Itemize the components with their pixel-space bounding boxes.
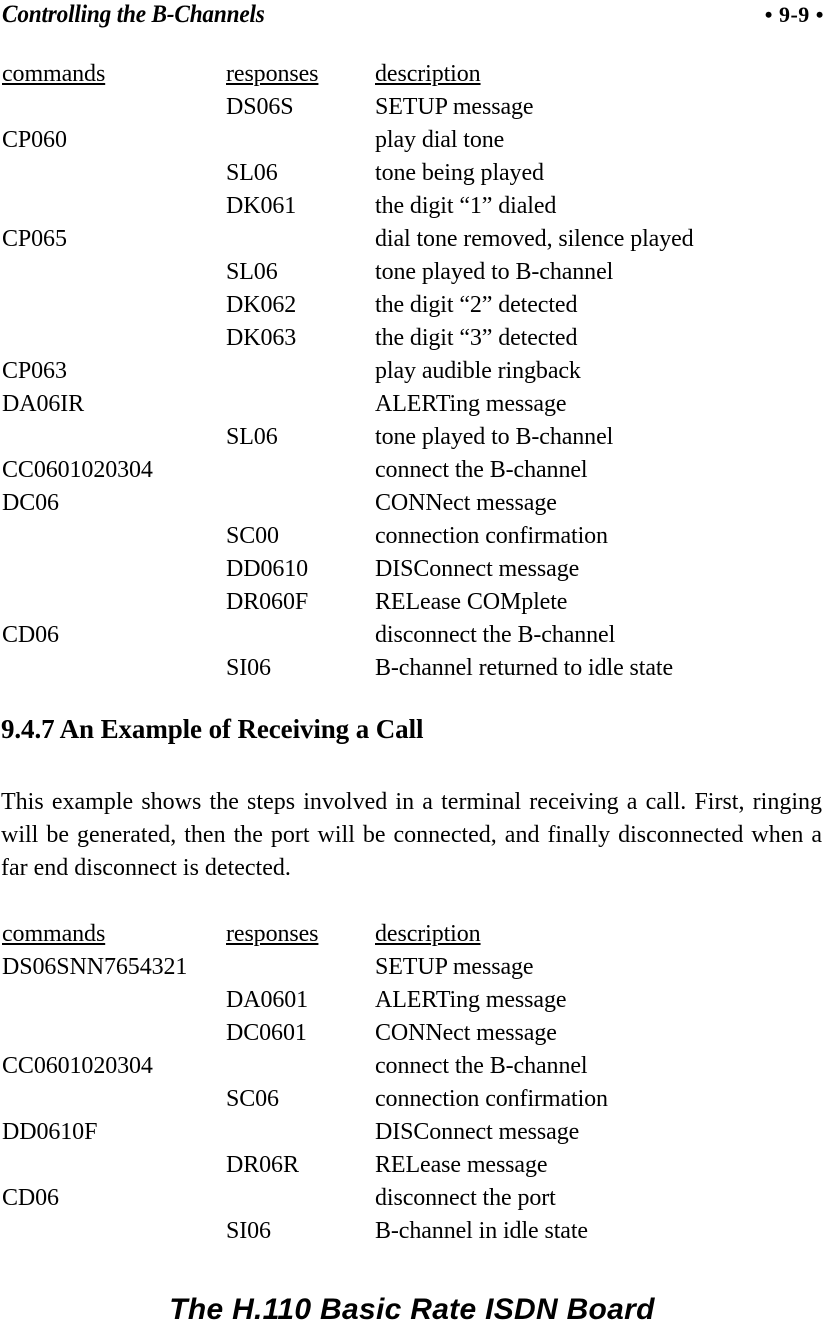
table1-column-header-responses: responses — [226, 61, 319, 87]
table1-cell-description: B-channel returned to idle state — [375, 655, 674, 681]
table2-cell-responses: DC0601 — [226, 1020, 307, 1046]
table1-cell-responses: SL06 — [226, 259, 278, 285]
table1-cell-responses: SC00 — [226, 523, 279, 549]
table-row — [0, 520, 824, 553]
table1-column-header-description: description — [375, 61, 481, 87]
table-row — [0, 124, 824, 157]
table1-cell-description: ALERTing message — [375, 391, 567, 417]
table1-cell-description: disconnect the B-channel — [375, 622, 616, 648]
table2-cell-description: CONNect message — [375, 1020, 557, 1046]
table1-cell-description: CONNect message — [375, 490, 557, 516]
table1-cell-responses: DD0610 — [226, 556, 309, 582]
table-row — [0, 91, 824, 124]
table2-cell-responses: DA0601 — [226, 987, 309, 1013]
running-header-title: Controlling the B-Channels — [2, 1, 265, 28]
running-header — [0, 0, 824, 44]
table1-column-header-commands: commands — [2, 61, 106, 87]
table1-cell-commands: CD06 — [2, 622, 59, 648]
table-row — [0, 1116, 824, 1149]
table-row — [0, 322, 824, 355]
table-row — [0, 984, 824, 1017]
table-row — [0, 388, 824, 421]
table-row — [0, 157, 824, 190]
table-row — [0, 553, 824, 586]
table2-cell-commands: DS06SNN7654321 — [2, 954, 188, 980]
table2-cell-description: SETUP message — [375, 954, 534, 980]
table1-cell-description: DISConnect message — [375, 556, 580, 582]
table1-cell-responses: SI06 — [226, 655, 271, 681]
table-row — [0, 355, 824, 388]
table2-cell-description: connect the B-channel — [375, 1053, 588, 1079]
table1-cell-description: the digit “3” detected — [375, 325, 578, 351]
section-heading: 9.4.7 An Example of Receiving a Call — [1, 714, 424, 744]
page-number: • 9-9 • — [764, 2, 824, 27]
table1-cell-description: the digit “2” detected — [375, 292, 578, 318]
table1-cell-responses: DR060F — [226, 589, 309, 615]
table2-cell-responses: DR06R — [226, 1152, 299, 1178]
section-paragraph: This example shows the steps involved in a terminal receiving a call. First, ringing will be generated, then the port will be connected, and finally disconnected when a far end disconnect is detected. — [1, 789, 822, 881]
table2-cell-description: ALERTing message — [375, 987, 567, 1013]
table1-cell-commands: CP060 — [2, 127, 67, 153]
table2-cell-description: RELease message — [375, 1152, 548, 1178]
table-row — [0, 487, 824, 520]
table-row — [0, 190, 824, 223]
table1-header-row — [0, 58, 824, 91]
table1-cell-commands: CP063 — [2, 358, 67, 384]
table1-cell-commands: CP065 — [2, 226, 67, 252]
command-table-receiving-a-call — [0, 918, 824, 1248]
table-row — [0, 1215, 824, 1248]
table2-cell-description: connection confirmation — [375, 1086, 608, 1112]
table-row — [0, 1182, 824, 1215]
table-row — [0, 256, 824, 289]
table-row — [0, 223, 824, 256]
table1-cell-description: connect the B-channel — [375, 457, 588, 483]
table1-cell-commands: CC0601020304 — [2, 457, 153, 483]
command-table-placing-a-call — [0, 58, 824, 685]
table2-column-header-responses: responses — [226, 921, 319, 947]
table1-cell-description: tone being played — [375, 160, 544, 186]
table1-cell-responses: SL06 — [226, 160, 278, 186]
table1-cell-description: SETUP message — [375, 94, 534, 120]
table1-cell-description: play audible ringback — [375, 358, 581, 384]
table1-cell-responses: DK063 — [226, 325, 297, 351]
table1-cell-description: tone played to B-channel — [375, 424, 614, 450]
page-footer: The H.110 Basic Rate ISDN Board — [169, 1293, 655, 1326]
table-row — [0, 1017, 824, 1050]
table2-cell-commands: CC0601020304 — [2, 1053, 153, 1079]
table1-cell-description: dial tone removed, silence played — [375, 226, 694, 252]
table-row — [0, 652, 824, 685]
table2-column-header-description: description — [375, 921, 481, 947]
table1-cell-commands: DA06IR — [2, 391, 85, 417]
table1-cell-description: RELease COMplete — [375, 589, 568, 615]
table1-cell-responses: DK062 — [226, 292, 297, 318]
table-row — [0, 454, 824, 487]
table-row — [0, 1083, 824, 1116]
table2-header-row — [0, 918, 824, 951]
table1-cell-description: play dial tone — [375, 127, 505, 153]
table2-cell-commands: DD0610F — [2, 1119, 98, 1145]
table2-cell-responses: SI06 — [226, 1218, 271, 1244]
table2-cell-responses: SC06 — [226, 1086, 279, 1112]
table-row — [0, 619, 824, 652]
table-row — [0, 1149, 824, 1182]
table1-cell-responses: DK061 — [226, 193, 297, 219]
table-row — [0, 586, 824, 619]
table1-cell-description: tone played to B-channel — [375, 259, 614, 285]
table1-cell-responses: DS06S — [226, 94, 294, 120]
table1-cell-responses: SL06 — [226, 424, 278, 450]
table1-cell-description: connection confirmation — [375, 523, 608, 549]
table-row — [0, 1050, 824, 1083]
table-row — [0, 289, 824, 322]
table-row — [0, 951, 824, 984]
table1-cell-description: the digit “1” dialed — [375, 193, 557, 219]
table2-cell-description: B-channel in idle state — [375, 1218, 588, 1244]
table2-column-header-commands: commands — [2, 921, 106, 947]
table2-cell-commands: CD06 — [2, 1185, 59, 1211]
table1-cell-commands: DC06 — [2, 490, 59, 516]
table2-cell-description: disconnect the port — [375, 1185, 556, 1211]
table-row — [0, 421, 824, 454]
table2-cell-description: DISConnect message — [375, 1119, 580, 1145]
